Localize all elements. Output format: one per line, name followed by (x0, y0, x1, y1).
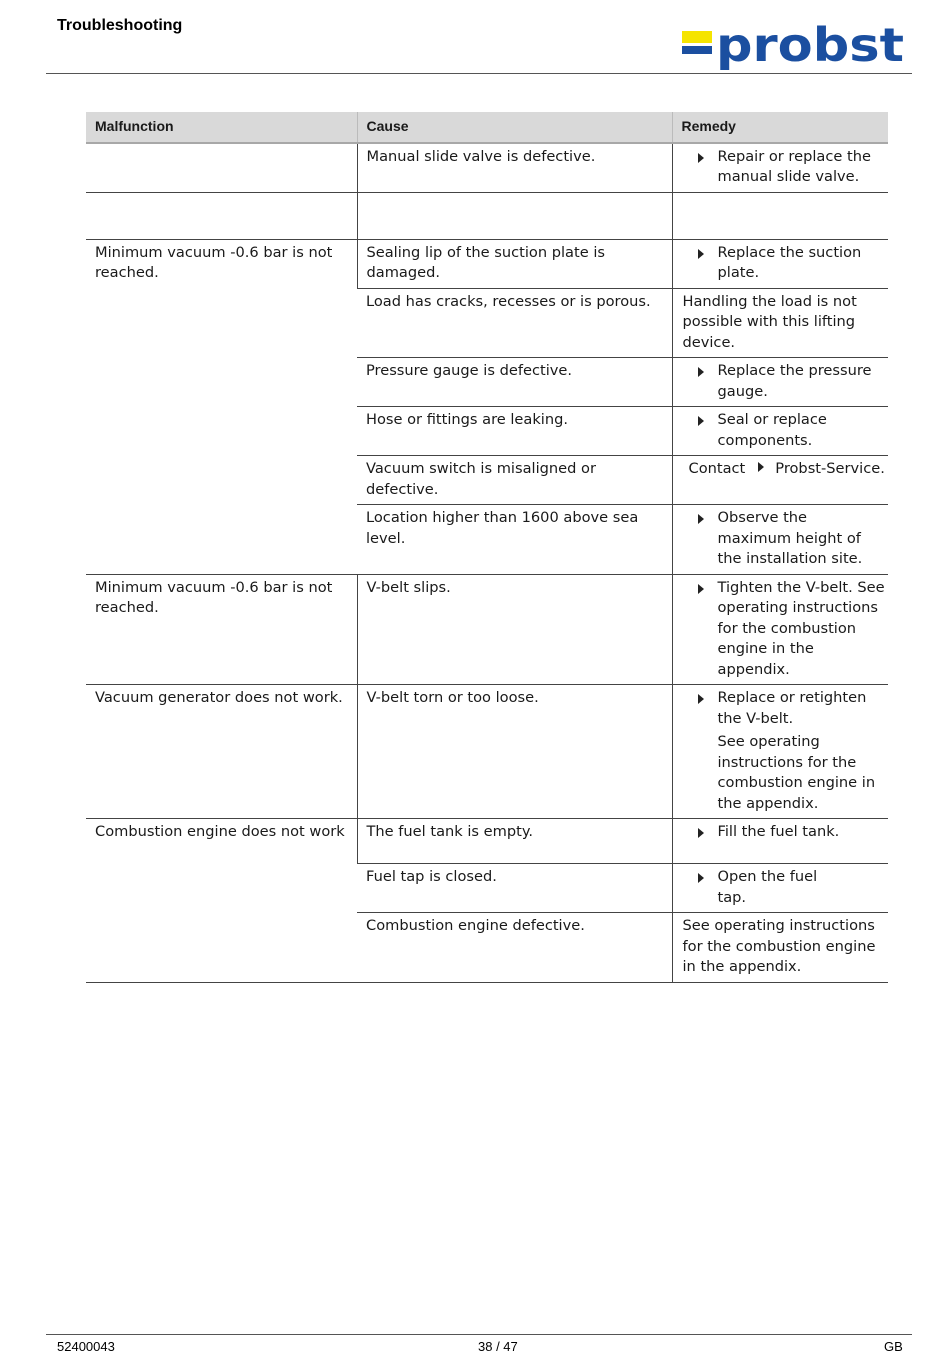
remedy-cell: Handling the load is not possible with this lifting device. (672, 288, 888, 358)
cause-cell: Hose or fittings are leaking. (357, 407, 672, 456)
cause-cell: Sealing lip of the suction plate is damaged. (357, 239, 672, 288)
remedy-cell (672, 456, 888, 505)
remedy-contact-service: Probst-Service. (775, 460, 885, 477)
header-divider (46, 73, 912, 74)
remedy-cell: See operating instructions for the combustion engine in the appendix. (672, 913, 888, 983)
malfunction-cell: Minimum vacuum -0.6 bar is not reached. (86, 574, 357, 685)
logo-blue-bar (682, 46, 712, 54)
cause-cell: Vacuum switch is misaligned or defective. (357, 456, 672, 505)
cause-cell: Fuel tap is closed. (357, 864, 672, 913)
remedy-cell (672, 239, 888, 288)
cause-cell: Manual slide valve is defective. (357, 143, 672, 193)
remedy-cell (672, 407, 888, 456)
remedy-cell (672, 143, 888, 193)
table-header-row (86, 112, 888, 143)
table-row (86, 574, 888, 685)
arrow-right-icon (758, 462, 764, 472)
remedy-action: Replace the suction plate. (683, 243, 886, 284)
footer-doc-number: 52400043 (57, 1339, 115, 1354)
page-header-title: Troubleshooting (57, 17, 183, 34)
remedy-action: Fill the fuel tank. (683, 822, 886, 843)
remedy-action: Replace or retighten the V-belt. (683, 688, 886, 729)
footer-divider (46, 1334, 912, 1335)
footer-language: GB (884, 1339, 903, 1354)
remedy-cell (672, 819, 888, 864)
cause-cell: V-belt torn or too loose. (357, 685, 672, 819)
cause-cell: Pressure gauge is defective. (357, 358, 672, 407)
malfunction-cell: Combustion engine does not work (86, 819, 357, 983)
cause-cell: Combustion engine defective. (357, 913, 672, 983)
remedy-cell (672, 685, 888, 819)
remedy-action: Open the fuel tap. (683, 867, 886, 908)
logo-wordmark: probst (716, 22, 904, 70)
table-row (86, 239, 888, 288)
remedy-contact-label: Contact (688, 460, 746, 477)
cause-cell: Load has cracks, recesses or is porous. (357, 288, 672, 358)
table-row (86, 685, 888, 819)
malfunction-cell: Vacuum generator does not work. (86, 685, 357, 819)
remedy-cell (672, 864, 888, 913)
remedy-action: Tighten the V-belt. See operating instructions for the combustion engine in the appendix. (683, 578, 886, 681)
column-header-cause: Cause (357, 112, 672, 143)
remedy-note: See operating instructions for the combustion engine in the appendix. (717, 733, 876, 812)
malfunction-cell: Minimum vacuum -0.6 bar is not reached. (86, 239, 357, 574)
troubleshooting-table (86, 112, 888, 983)
cause-cell: Location higher than 1600 above sea level. (357, 505, 672, 575)
malfunction-cell (86, 143, 357, 193)
cause-cell: The fuel tank is empty. (357, 819, 672, 864)
column-header-remedy: Remedy (672, 112, 888, 143)
remedy-cell (672, 358, 888, 407)
remedy-cell (672, 574, 888, 685)
remedy-cell (672, 505, 888, 575)
table-row (86, 143, 888, 193)
table-row-empty (86, 192, 888, 239)
remedy-action: Repair or replace the manual slide valve. (683, 147, 886, 188)
cause-cell: V-belt slips. (357, 574, 672, 685)
remedy-action: Observe the maximum height of the installation site. (683, 508, 886, 570)
footer-page-number: 38 / 47 (478, 1339, 518, 1354)
probst-logo (680, 22, 906, 70)
table-row (86, 819, 888, 864)
logo-yellow-bar (682, 31, 712, 43)
remedy-action: Seal or replace components. (683, 410, 886, 451)
column-header-malfunction: Malfunction (86, 112, 357, 143)
remedy-action: Replace the pressure gauge. (683, 361, 886, 402)
